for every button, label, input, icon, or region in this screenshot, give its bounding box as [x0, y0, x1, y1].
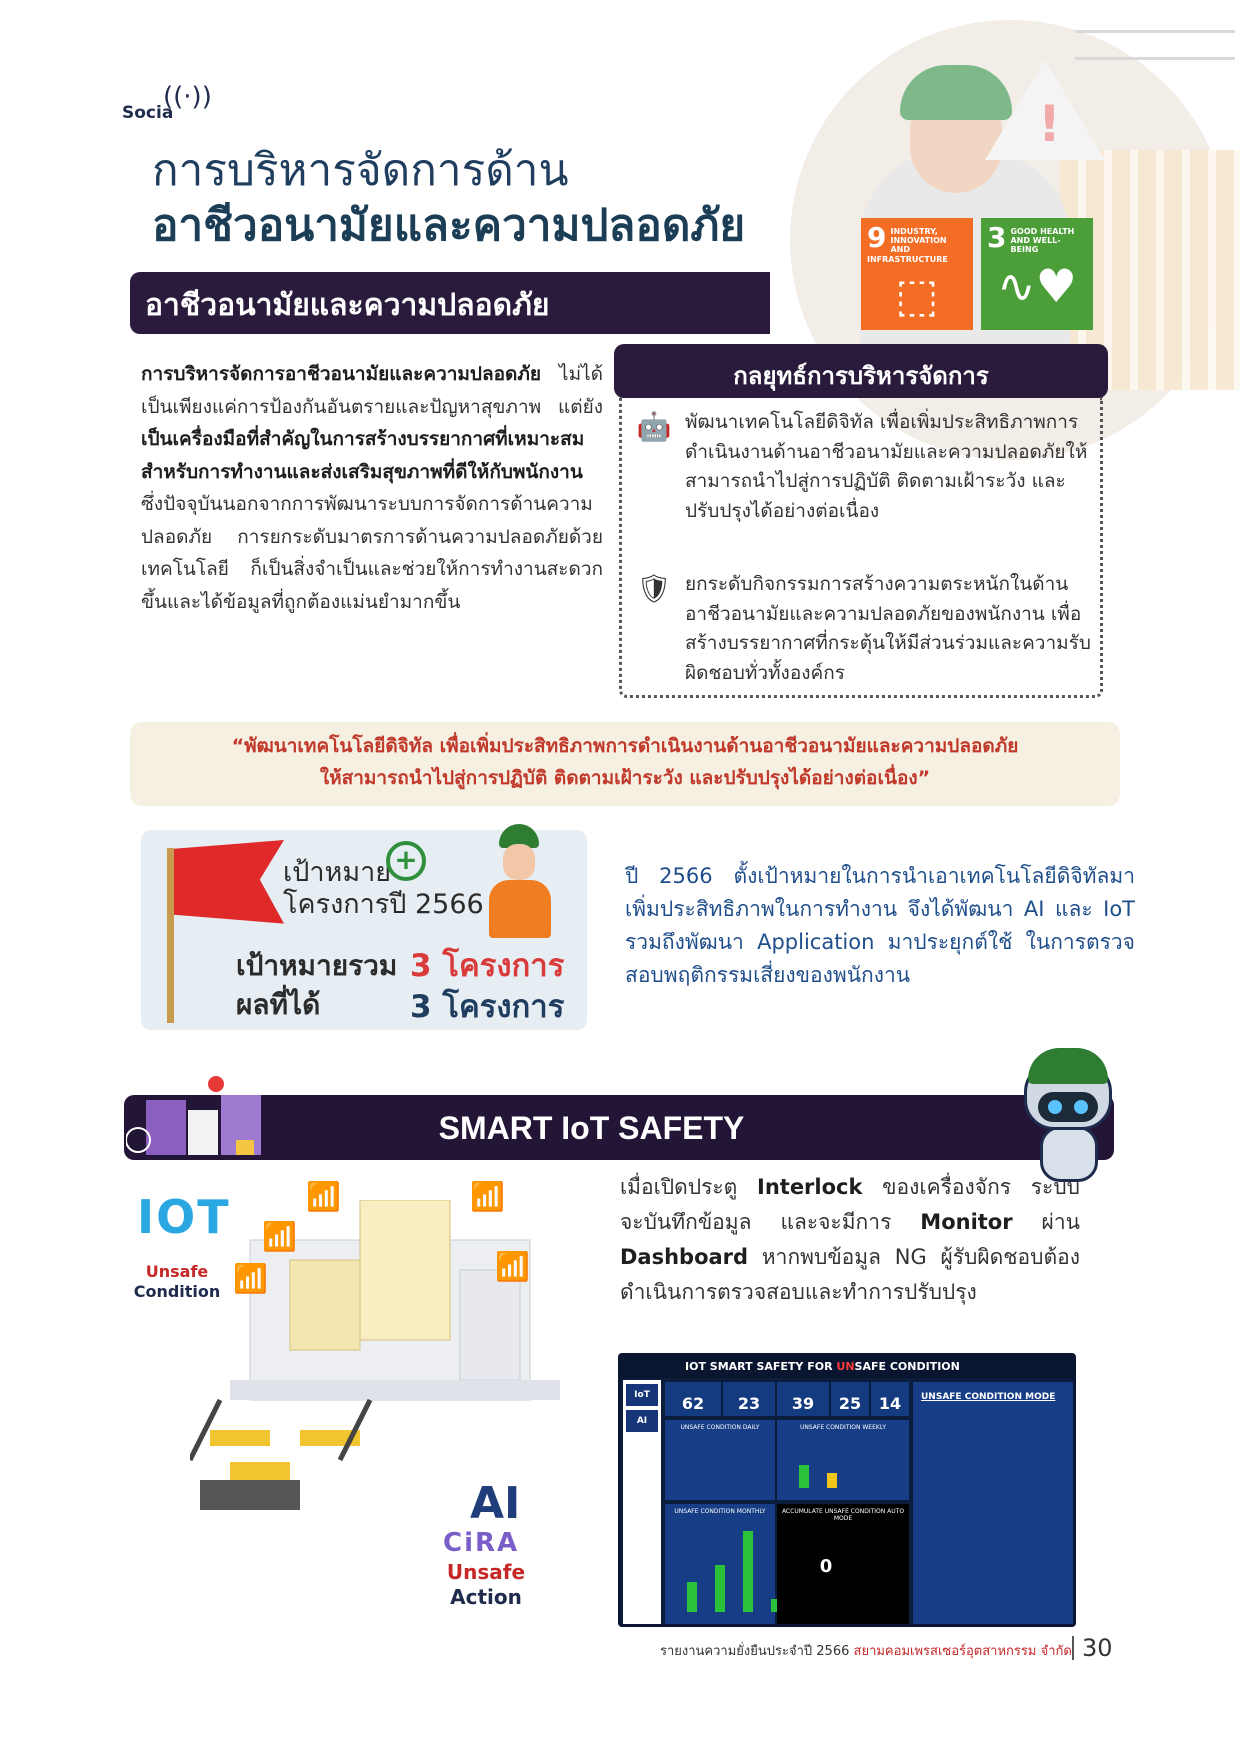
robot-eye-icon [1048, 1100, 1062, 1114]
dashboard-sidebar [623, 1380, 661, 1626]
section-label: Socia [122, 103, 174, 123]
page-title-line1: การบริหารจัดการด้าน [152, 145, 569, 196]
weekly-panel [777, 1420, 909, 1500]
cira-logo: CiRA [443, 1528, 520, 1558]
footer-company: สยามคอมเพรสเซอร์อุตสาหกรรม จำกัด [853, 1644, 1072, 1659]
wifi-icon: 📶 [470, 1180, 505, 1213]
flag-pole [167, 848, 174, 1023]
sdg-number: 3 [987, 221, 1007, 254]
dashboard-kpi: 23 [723, 1382, 775, 1416]
smart-description [620, 1170, 1080, 1310]
accumulate-title: ACCUMULATE UNSAFE CONDITION AUTO MODE [781, 1508, 905, 1522]
sdg-number: 9 [867, 221, 887, 254]
iot-logo: IOT [137, 1190, 231, 1244]
dashboard-kpi: 25 [831, 1382, 869, 1416]
signal-icon: ((·)) [163, 82, 212, 112]
machine-illustration [190, 1200, 580, 1510]
daily-panel [665, 1420, 775, 1500]
strategy-item-1: พัฒนาเทคโนโลยีดิจิทัล เพื่อเพิ่มประสิทธิภาพการดำเนินงานด้านอาชีวอนามัยและความปลอดภัยให้สามารถนำไปสู่การปฏิบัติ ติดตามเฝ้าระวัง และปรับปรุงได้อย่างต่อเนื่อง [685, 411, 1088, 522]
robot-heart-icon: 🤖 [636, 410, 672, 443]
iot-condition-label: Condition [133, 1282, 221, 1301]
wifi-icon: 📶 [306, 1180, 341, 1213]
footer-separator [1072, 1636, 1074, 1660]
goal-title-line1: เป้าหมาย [283, 857, 392, 888]
smart-desc-part1: เมื่อเปิดประตู [620, 1175, 758, 1199]
mode-title: UNSAFE CONDITION MODE [921, 1392, 1056, 1402]
weekly-title: UNSAFE CONDITION WEEKLY [799, 1424, 887, 1431]
wifi-icon: 📶 [262, 1220, 297, 1253]
goal-result-label: ผลที่ได้ [236, 988, 321, 1021]
ai-logo: AI [470, 1478, 521, 1529]
smart-desc-part2: ของเครื่องจักร ระบบจะบันทึกข้อมูล และจะมีการ [620, 1175, 1080, 1234]
smart-title: SMART IoT SAFETY [438, 1110, 745, 1146]
monthly-panel [665, 1504, 775, 1624]
cubes-icon: ⬚ [895, 267, 939, 322]
wifi-icon: 📶 [495, 1250, 530, 1283]
dashboard-bar [799, 1465, 809, 1488]
dashboard-bar [827, 1473, 837, 1488]
smart-desc-part3: ผ่าน [1012, 1210, 1080, 1234]
smart-desc-bold2: Monitor [920, 1210, 1013, 1234]
dashboard-kpi: 62 [665, 1382, 721, 1416]
dashboard-kpi: 14 [871, 1382, 909, 1416]
wifi-icon: 📶 [233, 1262, 268, 1295]
smart-desc-bold1: Interlock [757, 1175, 863, 1199]
warning-exclamation-icon: ! [1038, 95, 1061, 153]
strategy-heading: กลยุทธ์การบริหารจัดการ [733, 362, 989, 390]
robot-mascot-helmet [1028, 1048, 1108, 1084]
intro-text1: ไม่ได้เป็นเพียงแค่การป้องกันอันตรายและปัญหาสุขภาพ แต่ยัง [141, 363, 603, 418]
dashboard-bar [715, 1565, 725, 1612]
sdg-9-tile [861, 218, 973, 330]
footer-report: รายงานความยั่งยืนประจำปี 2566 [660, 1644, 854, 1659]
smart-desc-bold3: Dashboard [620, 1245, 749, 1269]
strategy-item-2: ยกระดับกิจกรรมการสร้างความตระหนักในด้านอาชีวอนามัยและความปลอดภัยของพนักงาน เพื่อสร้างบรรยากาศที่กระตุ้นให้มีส่วนร่วมและความรับผิดชอบทั่วทั้งองค์กร [685, 573, 1091, 684]
goal-result-value: 3 โครงการ [410, 989, 565, 1025]
robot-eye-icon [1074, 1100, 1088, 1114]
sdg-label: INDUSTRY, INNOVATION AND INFRASTRUCTURE [867, 227, 948, 264]
mode-panel [913, 1382, 1075, 1624]
intro-bold-lead: การบริหารจัดการอาชีวอนามัยและความปลอดภัย [141, 363, 542, 385]
shield-hands-icon: 🛡 [636, 572, 672, 605]
safety-cross-icon: + [386, 841, 426, 881]
dashboard-tag-iot: IoT [626, 1384, 658, 1406]
dashboard-bar [743, 1531, 753, 1612]
page-number: 30 [1082, 1634, 1113, 1662]
intro-bold-mid: เป็นเครื่องมือที่สำคัญในการสร้างบรรยากาศที่เหมาะสมสำหรับการทำงานและส่งเสริมสุขภาพที่ดีให้กับพนักงาน [141, 428, 585, 483]
dashboard-title: IOT SMART SAFETY FOR UNSAFE CONDITION [621, 1356, 1073, 1378]
page-title-line2: อาชีวอนามัยและความปลอดภัย [152, 200, 746, 251]
sdg-3-tile [981, 218, 1093, 330]
iot-unsafe-label: Unsafe [145, 1262, 209, 1281]
quote-line2: ให้สามารถนำไปสู่การปฏิบัติ ติดตามเฝ้าระวัง และปรับปรุงได้อย่างต่อเนื่อง” [319, 767, 931, 789]
goal-target-value: 3 โครงการ [410, 948, 565, 984]
goal-title-line2: โครงการปี 2566 [283, 889, 484, 920]
dashboard-screenshot [618, 1353, 1076, 1627]
heartbeat-icon: ∿♥ [997, 258, 1077, 313]
goal-description: ปี 2566 ตั้งเป้าหมายในการนำเอาเทคโนโลยีดิจิทัลมาเพิ่มประสิทธิภาพในการทำงาน จึงได้พัฒนา AI และ IoT รวมถึงพัฒนา Application มาประยุกต์ใช้ ในการตรวจสอบพฤติกรรมเสี่ยงของพนักงาน [625, 864, 1135, 987]
ai-action-label: Action [450, 1585, 522, 1609]
section-bar-title: อาชีวอนามัยและความปลอดภัย [145, 288, 550, 323]
worker-icon [487, 822, 557, 942]
robot-mascot-face [1038, 1092, 1098, 1122]
sdg-label: GOOD HEALTH AND WELL-BEING [1010, 227, 1075, 255]
daily-title: UNSAFE CONDITION DAILY [680, 1424, 760, 1431]
goal-target-label: เป้าหมายรวม [236, 949, 398, 982]
smart-desc-part4: หากพบข้อมูล NG ผู้รับผิดชอบต้องดำเนินการตรวจสอบและทำการปรับปรุง [620, 1245, 1080, 1304]
intro-text2: ซึ่งปัจจุบันนอกจากการพัฒนาระบบการจัดการด้านความปลอดภัย การยกระดับมาตรการด้านความปลอดภัยด้วยเทคโนโลยี ก็เป็นสิ่งจำเป็นและช่วยให้การทำงานสะดวกขึ้นและได้ข้อมูลที่ถูกต้องแม่นยำมากขึ้น [141, 493, 603, 613]
dashboard-kpi: 39 [777, 1382, 829, 1416]
monthly-title: UNSAFE CONDITION MONTHLY [674, 1508, 766, 1515]
accumulate-value: 0 [819, 1556, 833, 1577]
intro-paragraph [141, 358, 603, 618]
accumulate-panel [777, 1504, 909, 1624]
background-crane [1075, 30, 1235, 60]
dashboard-bar [687, 1582, 697, 1612]
footer-text [660, 1640, 1072, 1661]
quote-line1: “พัฒนาเทคโนโลยีดิจิทัล เพื่อเพิ่มประสิทธิภาพการดำเนินงานด้านอาชีวอนามัยและความปลอดภัย [231, 735, 1019, 757]
ai-unsafe-label: Unsafe [446, 1560, 526, 1584]
dashboard-tag-ai: AI [626, 1410, 658, 1432]
quote-text [140, 730, 1110, 794]
